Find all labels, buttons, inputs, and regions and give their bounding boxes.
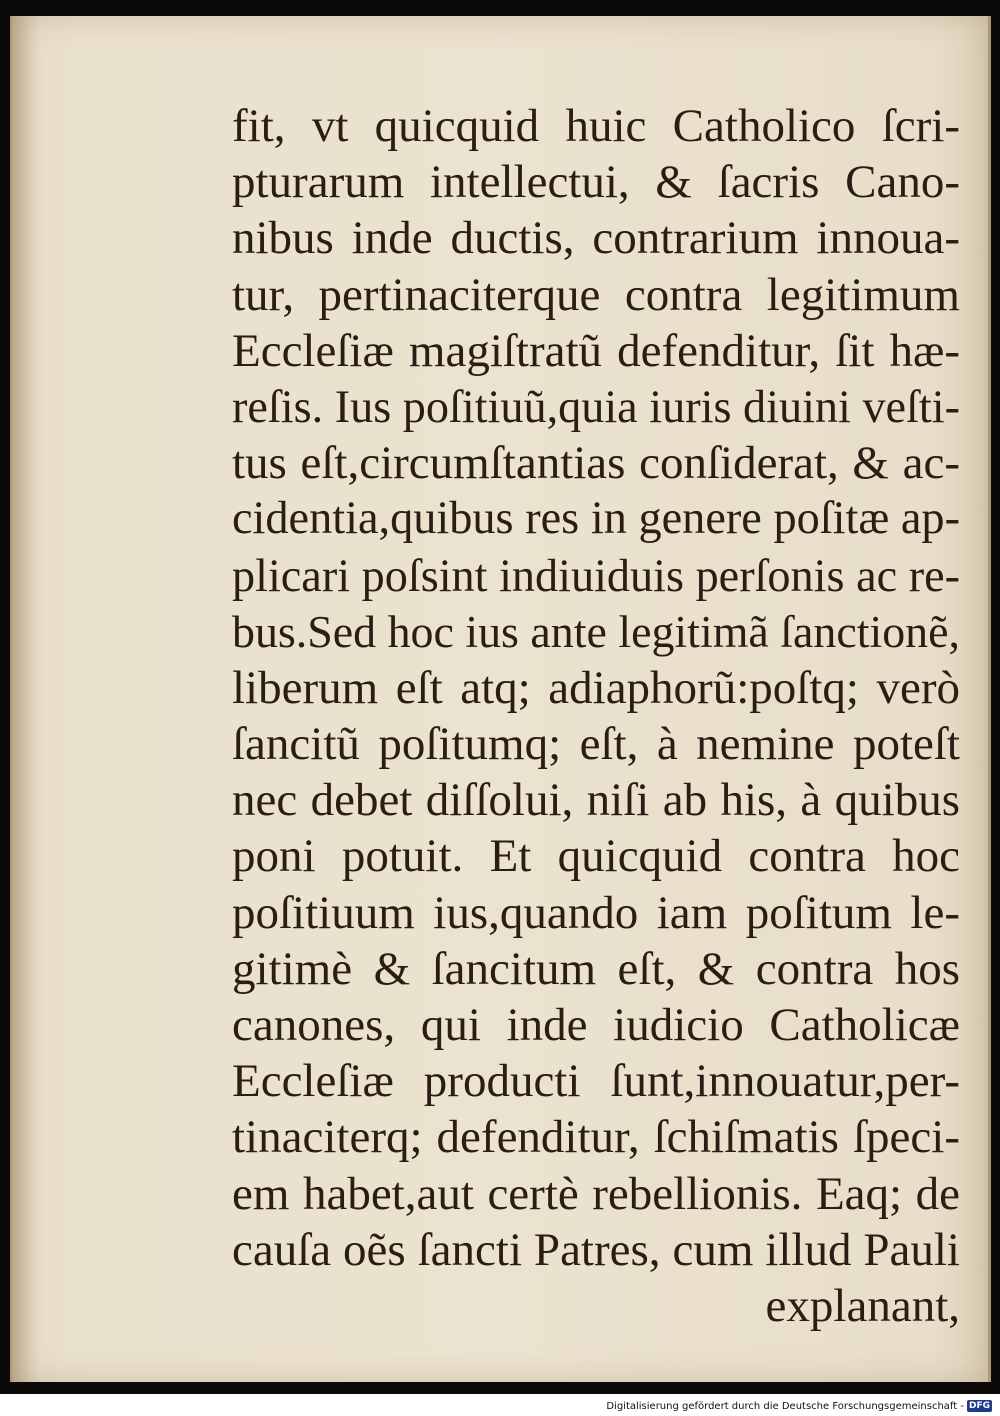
text-line: bus.Sed hoc ius ante legitimã ſanctionẽ, xyxy=(232,605,960,657)
text-line: Eccleſiæ producti ſunt,innouatur,per- xyxy=(232,1055,960,1108)
text-line: reſis. Ius poſitiuũ,quia iuris diuini veſti- xyxy=(232,380,960,432)
catchword: explanant, xyxy=(765,1279,960,1332)
digitization-credit xyxy=(606,1400,992,1412)
text-line: cauſa oẽs ſancti Patres, cum illud Pauli xyxy=(232,1223,960,1276)
text-line: cidentia,quibus res in genere poſitæ ap- xyxy=(232,493,960,545)
text-line: liberum eſt atq; adiaphorũ:poſtq; verò xyxy=(232,661,960,714)
text-line: tur, pertinaciterque contra legitimum xyxy=(232,268,960,321)
text-line: gitimè & ſancitum eſt, & contra hos xyxy=(232,942,960,995)
text-line: canones, qui inde iudicio Catholicæ xyxy=(232,999,960,1051)
body-text xyxy=(232,98,960,1334)
text-line: em habet,aut certè rebellionis. Eaq; de xyxy=(232,1167,960,1220)
credit-text: Digitalisierung gefördert durch die Deutsche Forschungsgemeinschaft - xyxy=(606,1400,964,1412)
dfg-logo: DFG xyxy=(968,1401,990,1411)
text-line: poni potuit. Et quicquid contra hoc xyxy=(232,830,960,883)
text-line: Eccleſiæ magiſtratũ defenditur, ſit hæ- xyxy=(232,324,960,377)
page-gutter-shadow xyxy=(10,16,40,1382)
text-line: tus eſt,circumſtantias conſiderat, & ac- xyxy=(232,437,960,490)
text-line: nec debet diſſolui, niſi ab his, à quibus xyxy=(232,774,960,827)
text-line: poſitiuum ius,quando iam poſitum le- xyxy=(232,886,960,939)
text-line: ſancitũ poſitumq; eſt, à nemine poteſt xyxy=(232,718,960,771)
text-line: plicari poſsint indiuiduis perſonis ac re- xyxy=(232,549,960,601)
text-line: fit, vt quicquid huic Catholico ſcri- xyxy=(232,100,960,152)
text-line: tinaciterq; defenditur, ſchiſmatis ſpeci- xyxy=(232,1111,960,1164)
text-line: pturarum intellectui, & ſacris Cano- xyxy=(232,156,960,209)
text-line: nibus inde ductis, contrarium innoua- xyxy=(232,212,960,265)
